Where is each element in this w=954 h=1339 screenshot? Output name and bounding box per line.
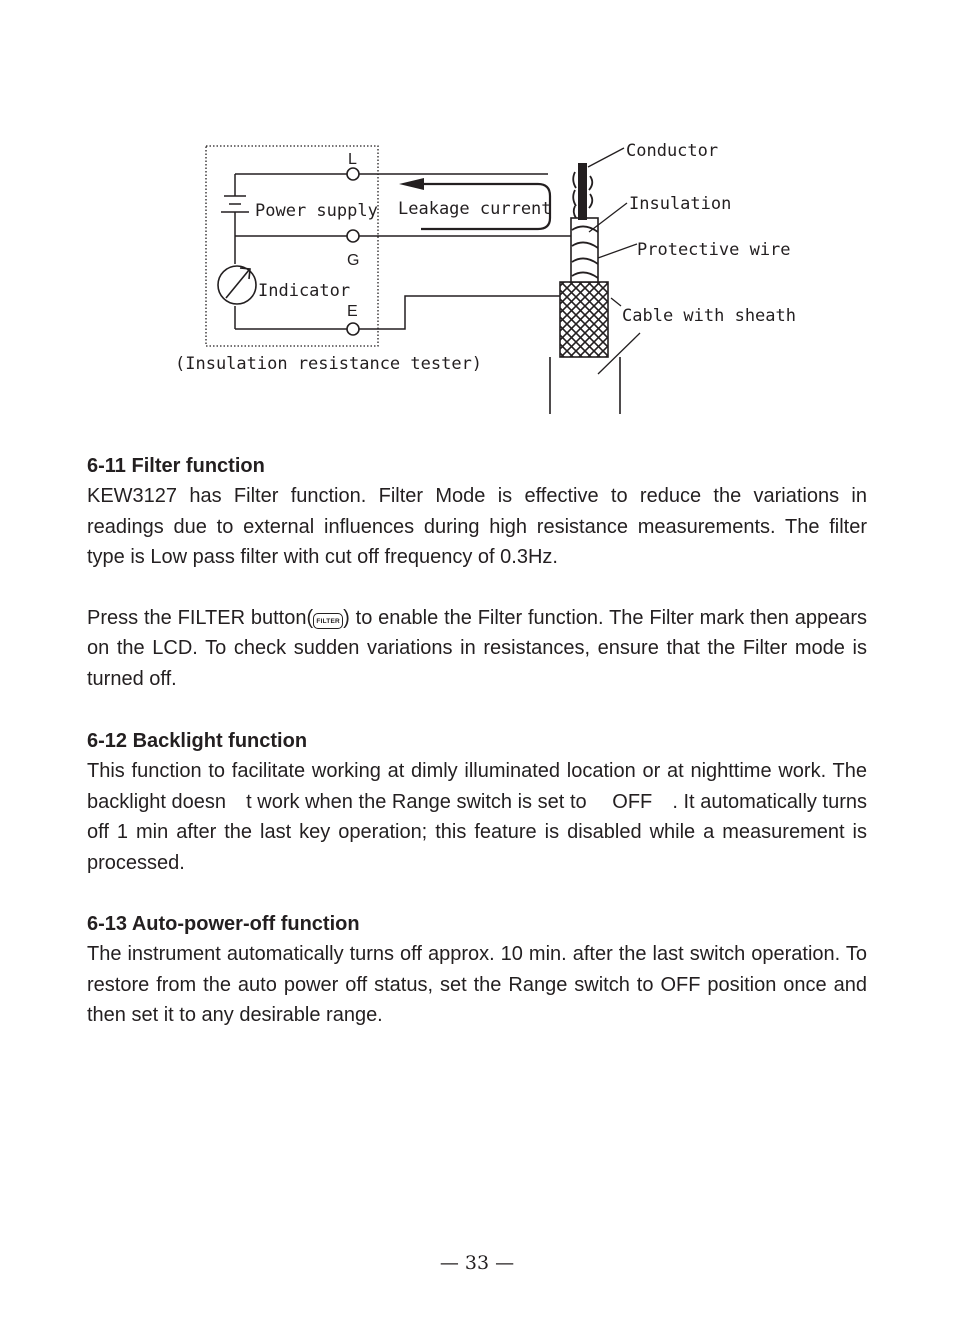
cable-braid [560,282,608,357]
filter-button-icon: FILTER [313,613,343,629]
section-paragraph: This function to facilitate working at dimly illuminated location or at nighttime work. The backlight doesn t work when the Range switch is set to OFF . It automatically turns off 1 min after the last key operation; this feature is disabled while a measurement is processed. [87,760,867,874]
section-paragraph: The instrument automatically turns off approx. 10 min. after the last switch operation. To restore from the auto power off status, set the Range switch to OFF position once and then set it to any desirable range. [87,943,867,1026]
section-heading: 6-12 Backlight function [87,730,308,752]
power-supply-label: Power supply [255,201,378,221]
cable-with-sheath-label: Cable with sheath [622,306,796,326]
indicator-meter-icon [218,266,256,304]
section-heading: 6-13 Auto-power-off function [87,913,360,935]
insulation-resistance-diagram [0,0,954,430]
insulation-label: Insulation [629,194,732,214]
section-heading: 6-11 Filter function [87,455,265,477]
filter-para-end: ) to enable the Filter function. The Filter mark then appears on the LCD. To check sudden variations in resistances, ensure that the Filter mode is turned off. [87,606,867,690]
indicator-label: Indicator [258,281,351,301]
terminal-e [347,323,359,335]
tester-caption: (Insulation resistance tester) [175,354,483,374]
conductor-label: Conductor [626,141,719,161]
terminal-l-label: L [348,151,357,168]
external-wiring [359,174,578,329]
cable-conductor [578,163,587,220]
protective-wire-label: Protective wire [637,240,791,260]
section-paragraph [87,603,867,695]
cable-sheath [550,357,620,414]
section-backlight-function [87,726,867,878]
page-number: — 33 — [439,1252,515,1274]
terminal-g-label: G [347,252,360,269]
section-auto-power-off [87,909,867,1031]
terminal-e-label: E [347,303,358,320]
tester-circuit [221,174,347,329]
terminal-l [347,168,359,180]
filter-para-start: Press the FILTER button( [87,606,314,629]
leakage-current-label: Leakage current [398,199,552,219]
section-paragraph: KEW3127 has Filter function. Filter Mode is effective to reduce the variations in readings due to external influences during high resistance measurements. The filter type is Low pass filter with cut off frequency of 0.3Hz. [87,485,867,568]
terminal-g [347,230,359,242]
section-filter-function [87,451,867,694]
